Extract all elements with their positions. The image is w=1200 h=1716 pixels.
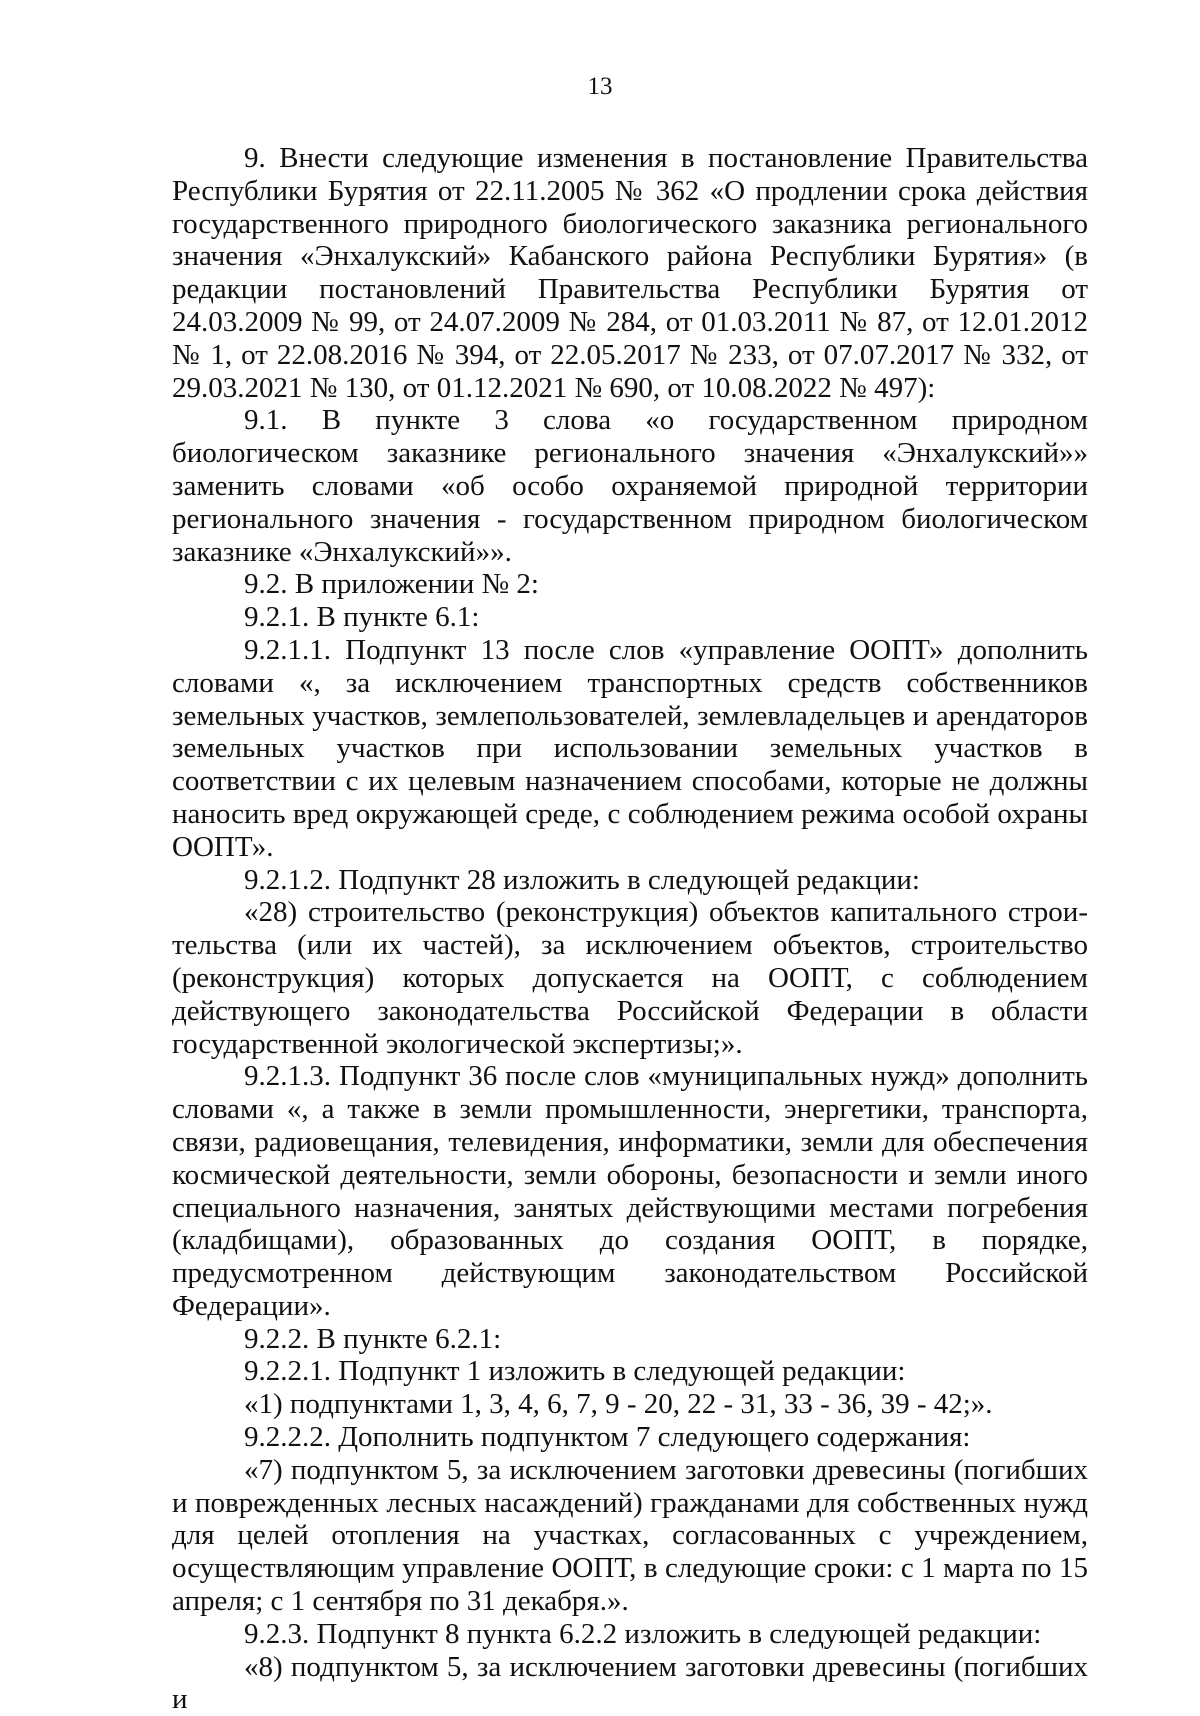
paragraph-9-1: 9.1. В пункте 3 слова «о государственном природном биологическом заказнике регионального значения «Энхалукский»» заменить словами «об особо охраняемой природной территории регионального значения - государственном природном биологическом заказнике «Энхалукский»». — [172, 404, 1088, 568]
page-number: 13 — [587, 73, 613, 100]
document-body — [172, 142, 1088, 1716]
paragraph-9-2: 9.2. В приложении № 2: — [244, 568, 539, 601]
quote-subpoint-8: «8) подпунктом 5, за исключением заготовки древесины (погибших и — [172, 1650, 1088, 1716]
quote-subpoint-28: «28) строительство (реконструкция) объектов капитального строительства (или их частей), за исключением объектов, строительство (реконструкция) которых допускается на ООПТ, с соблюдением действующего законодательства Российской Федерации в области государственной экологической экспертизы;». — [172, 896, 1088, 1060]
paragraph-9-2-2: 9.2.2. В пункте 6.2.1: — [244, 1322, 502, 1355]
paragraph-9: 9. Внести следующие изменения в постановление Правительства Республики Бурятия от 22.11.2005 № 362 «О продлении срока действия государственного природного биологического заказника регионального значения «Энхалукский» Кабанского района Республики Бурятия» (в редакции постановлений Правительства Республики Бурятия от 24.03.2009 № 99, от 24.07.2009 № 284, от 01.03.2011 № 87, от 12.01.2012 № 1, от 22.08.2016 № 394, от 22.05.2017 № 233, от 07.07.2017 № 332, от 29.03.2021 № 130, от 01.12.2021 № 690, от 10.08.2022 № 497): — [172, 142, 1088, 404]
quote-subpoint-7: «7) подпунктом 5, за исключением заготовки древесины (погибших и поврежденных лесных насаждений) гражданами для собственных нужд для целей отопления на участках, согласованных с учреждением, осуществляющим управление ООПТ, в следующие сроки: с 1 марта по 15 апреля; с 1 сентября по 31 декабря.». — [172, 1453, 1088, 1618]
quote-subpoint-1: «1) подпунктами 1, 3, 4, 6, 7, 9 - 20, 22 - 31, 33 - 36, 39 - 42;». — [244, 1388, 993, 1421]
paragraph-9-2-2-1: 9.2.2.1. Подпункт 1 изложить в следующей редакции: — [244, 1355, 906, 1388]
paragraph-9-2-1-3: 9.2.1.3. Подпункт 36 после слов «муниципальных нужд» дополнить словами «, а также в земли промышленности, энергетики, транспорта, связи, радиовещания, телевидения, информатики, земли для обеспечения космической деятельности, земли обороны, безопасности и земли иного специального назначения, занятых действующими местами погребения (кладбищами), образованных до создания ООПТ, в порядке, предусмотренном действующим законодательством Российской Федерации». — [172, 1060, 1088, 1322]
paragraph-9-2-1: 9.2.1. В пункте 6.1: — [244, 601, 480, 634]
paragraph-9-2-1-1: 9.2.1.1. Подпункт 13 после слов «управление ООПТ» дополнить словами «, за исключением транспортных средств собственников земельных участков, землепользователей, землевладельцев и арендаторов земельных участков при использовании земельных участков в соответствии с их целевым назначением способами, которые не должны наносить вред окружающей среде, с соблюдением режима особой охраны ООПТ». — [172, 633, 1088, 863]
paragraph-9-2-3: 9.2.3. Подпункт 8 пункта 6.2.2 изложить в следующей редакции: — [244, 1617, 1042, 1650]
paragraph-9-2-1-2: 9.2.1.2. Подпункт 28 изложить в следующей редакции: — [244, 863, 920, 896]
paragraph-9-2-2-2: 9.2.2.2. Дополнить подпунктом 7 следующего содержания: — [244, 1421, 971, 1454]
